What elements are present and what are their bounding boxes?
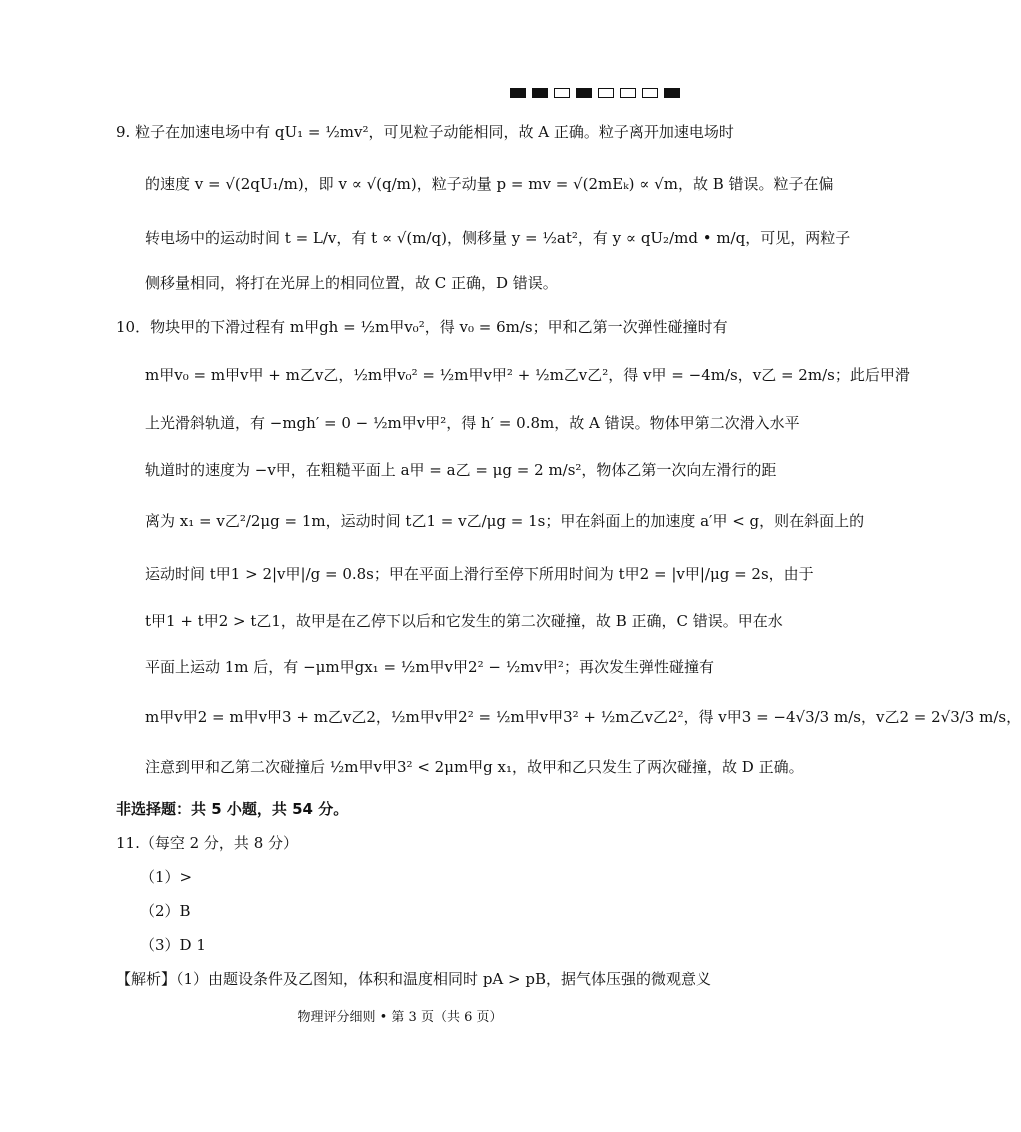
header-square (554, 88, 570, 98)
q11-answer-2: （2）B (140, 902, 191, 920)
header-square (664, 88, 680, 98)
q11-answer-1: （1）> (140, 868, 193, 886)
q10-line-1: 10．物块甲的下滑过程有 m甲gh = ½m甲v₀²，得 v₀ = 6m/s；甲和乙第一次弹性碰撞时有 (116, 318, 728, 336)
q10-line-2: m甲v₀ = m甲v甲 + m乙v乙，½m甲v₀² = ½m甲v甲² + ½m乙v乙²，得 v甲 = −4m/s，v乙 = 2m/s；此后甲滑 (145, 366, 910, 384)
q10-line-9: m甲v甲2 = m甲v甲3 + m乙v乙2，½m甲v甲2² = ½m甲v甲3² + ½m乙v乙2²，得 v甲3 = −4√3/3 m/s，v乙2 = 2√3/3 m/s， (145, 708, 1021, 726)
header-square (642, 88, 658, 98)
header-square (620, 88, 636, 98)
q9-line-3: 转电场中的运动时间 t = L/v，有 t ∝ √(m/q)，侧移量 y = ½at²，有 y ∝ qU₂/md • m/q，可见，两粒子 (145, 229, 851, 247)
header-square (576, 88, 592, 98)
header-square (532, 88, 548, 98)
q10-line-3: 上光滑斜轨道，有 −mgh′ = 0 − ½m甲v甲²，得 h′ = 0.8m，故 A 错误。物体甲第二次滑入水平 (145, 414, 800, 432)
q10-line-6: 运动时间 t甲1 > 2|v甲|/g = 0.8s；甲在平面上滑行至停下所用时间为 t甲2 = |v甲|/μg = 2s，由于 (145, 565, 814, 583)
page-footer: 物理评分细则 • 第 3 页（共 6 页） (297, 1010, 503, 1025)
q11-answer-3: （3）D 1 (140, 936, 206, 954)
q11-header: 11.（每空 2 分，共 8 分） (116, 834, 299, 852)
q10-line-8: 平面上运动 1m 后，有 −μm甲gx₁ = ½m甲v甲2² − ½mv甲²；再次发生弹性碰撞有 (145, 658, 714, 676)
section-heading: 非选择题：共 5 小题，共 54 分。 (116, 800, 349, 818)
q11-analysis: 【解析】（1）由题设条件及乙图知，体积和温度相同时 pA > pB，据气体压强的微观意义 (116, 970, 711, 988)
q10-line-10: 注意到甲和乙第二次碰撞后 ½m甲v甲3² < 2μm甲g x₁，故甲和乙只发生了两次碰撞，故 D 正确。 (145, 758, 804, 776)
q9-line-2: 的速度 v = √(2qU₁/m)，即 v ∝ √(q/m)，粒子动量 p = mv = √(2mEₖ) ∝ √m，故 B 错误。粒子在偏 (145, 175, 834, 193)
q9-line-1: 9. 粒子在加速电场中有 qU₁ = ½mv²，可见粒子动能相同，故 A 正确。粒子离开加速电场时 (116, 123, 734, 141)
header-square (598, 88, 614, 98)
q9-line-4: 侧移量相同，将打在光屏上的相同位置，故 C 正确，D 错误。 (145, 274, 558, 292)
q10-line-7: t甲1 + t甲2 > t乙1，故甲是在乙停下以后和它发生的第二次碰撞，故 B 正确，C 错误。甲在水 (145, 612, 783, 630)
q10-line-5: 离为 x₁ = v乙²/2μg = 1m，运动时间 t乙1 = v乙/μg = 1s；甲在斜面上的加速度 a′甲 < g，则在斜面上的 (145, 512, 865, 530)
q10-line-4: 轨道时的速度为 −v甲，在粗糙平面上 a甲 = a乙 = μg = 2 m/s²，物体乙第一次向左滑行的距 (145, 461, 777, 479)
header-squares (510, 88, 680, 98)
header-square (510, 88, 526, 98)
